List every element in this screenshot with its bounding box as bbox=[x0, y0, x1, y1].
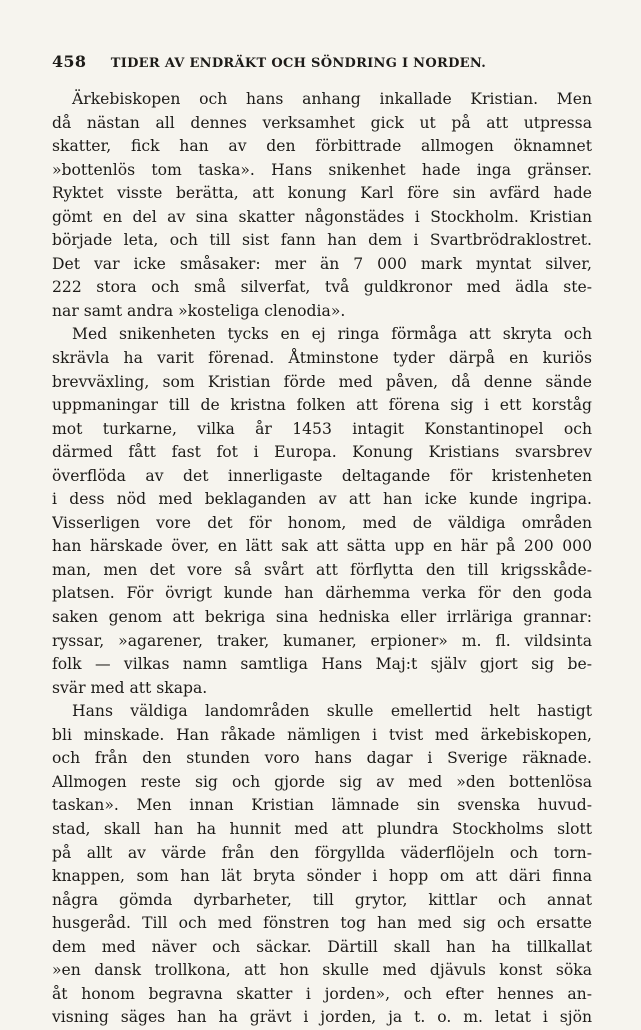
text-line: nar samt andra »kosteliga clenodia». bbox=[52, 301, 346, 320]
text-line: »bottenlös tom taska». Hans snikenhet hade inga gränser. bbox=[52, 160, 592, 179]
text-line: därmed fått fast fot i Europa. Konung Kristians svarsbrev bbox=[52, 443, 592, 462]
body-text bbox=[52, 88, 592, 1030]
text-line: några gömda dyrbarheter, till grytor, kittlar och annat bbox=[52, 890, 592, 909]
text-line: svär med att skapa. bbox=[52, 678, 208, 697]
text-line: knappen, som han lät bryta sönder i hopp om att däri finna bbox=[52, 867, 592, 886]
text-line: uppmaningar till de kristna folken att förena sig i ett korståg bbox=[52, 396, 592, 415]
text-line: Ryktet visste berätta, att konung Karl före sin avfärd hade bbox=[52, 184, 592, 203]
running-title: TIDER AV ENDRÄKT OCH SÖNDRING I NORDEN. bbox=[110, 56, 487, 71]
running-header bbox=[52, 52, 592, 71]
page-number: 458 bbox=[52, 52, 87, 71]
text-line: husgeråd. Till och med fönstren tog han med sig och ersatte bbox=[52, 914, 592, 933]
text-line: Allmogen reste sig och gjorde sig av med »den bottenlösa bbox=[52, 772, 592, 791]
text-line: skrävla ha varit förenad. Åtminstone tyder därpå en kuriös bbox=[52, 349, 592, 368]
text-line: åt honom begravna skatter i jorden», och efter hennes an- bbox=[52, 984, 592, 1003]
text-line: man, men det vore så svårt att förflytta den till krigsskåde- bbox=[52, 560, 592, 579]
text-line: dem med näver och säckar. Därtill skall han ha tillkallat bbox=[52, 937, 592, 956]
text-line: och från den stunden voro hans dagar i Sverige räknade. bbox=[52, 749, 592, 768]
text-line: Ärkebiskopen och hans anhang inkallade Kristian. Men bbox=[72, 90, 592, 108]
text-line: Visserligen vore det för honom, med de väldiga områden bbox=[52, 513, 592, 532]
text-line: ryssar, »agarener, traker, kumaner, erpioner» m. fl. vildsinta bbox=[52, 631, 592, 650]
text-line: skatter, fick han av den förbittrade allmogen öknamnet bbox=[52, 137, 592, 156]
text-line: överflöda av det innerligaste deltagande för kristenheten bbox=[52, 466, 592, 485]
text-line: Hans väldiga landområden skulle emellertid helt hastigt bbox=[72, 702, 592, 721]
text-line: »en dansk trollkona, att hon skulle med djävuls konst söka bbox=[52, 961, 592, 980]
text-line: mot turkarne, vilka år 1453 intagit Konstantinopel och bbox=[52, 419, 592, 438]
text-line: visning säges han ha grävt i jorden, ja t. o. m. letat i sjön bbox=[52, 1008, 592, 1027]
text-line: då nästan all dennes verksamhet gick ut på att utpressa bbox=[52, 113, 592, 132]
text-line: Med snikenheten tycks en ej ringa förmåga att skryta och bbox=[72, 325, 592, 344]
text-line: stad, skall han ha hunnit med att plundra Stockholms slott bbox=[52, 819, 592, 838]
text-line: började leta, och till sist fann han dem i Svartbrödraklostret. bbox=[52, 231, 592, 250]
text-line: brevväxling, som Kristian förde med påven, då denne sände bbox=[52, 372, 592, 391]
text-line: saken genom att bekriga sina hedniska eller irrläriga grannar: bbox=[52, 608, 592, 627]
text-line: i dess nöd med beklaganden av att han icke kunde ingripa. bbox=[52, 490, 592, 509]
text-line: taskan». Men innan Kristian lämnade sin svenska huvud- bbox=[52, 796, 592, 815]
text-line: 222 stora och små silverfat, två guldkronor med ädla ste- bbox=[52, 278, 592, 297]
text-line: gömt en del av sina skatter någonstädes i Stockholm. Kristian bbox=[52, 207, 592, 226]
text-line: han härskade över, en lätt sak att sätta upp en här på 200 000 bbox=[52, 537, 592, 556]
text-line: på allt av värde från den förgyllda väderflöjeln och torn- bbox=[52, 843, 592, 862]
text-line: bli minskade. Han råkade nämligen i tvist med ärkebiskopen, bbox=[52, 725, 592, 744]
text-line: platsen. För övrigt kunde han därhemma verka för den goda bbox=[52, 584, 592, 603]
text-line: Det var icke småsaker: mer än 7 000 mark myntat silver, bbox=[52, 254, 592, 273]
text-line: folk — vilkas namn samtliga Hans Maj:t själv gjort sig be- bbox=[52, 655, 592, 674]
